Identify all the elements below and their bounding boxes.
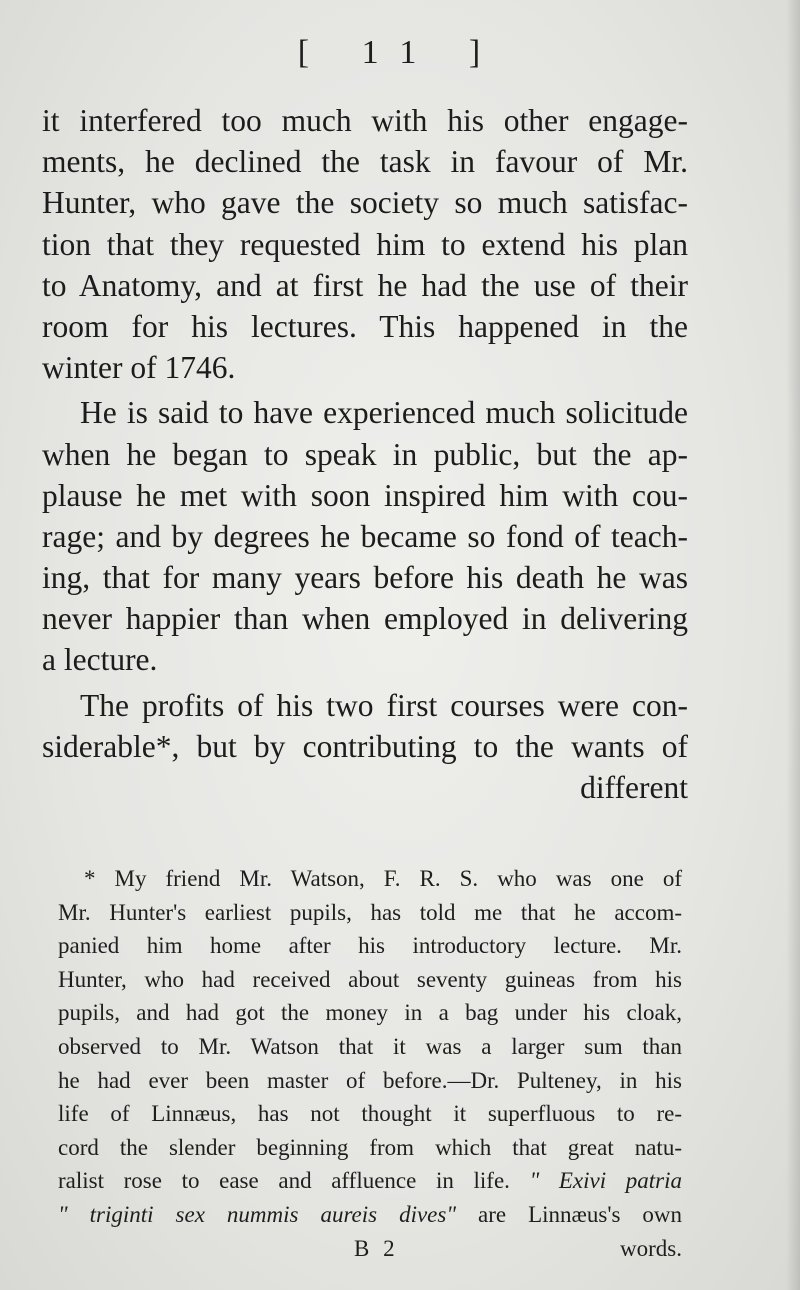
latin-quote: " triginti sex nummis aureis dives" [58, 1201, 457, 1227]
text-line: winter of 1746. [42, 350, 236, 386]
footnote-block [58, 862, 682, 1232]
main-text-block [42, 100, 688, 808]
footnote-line: observed to Mr. Watson that it was a larger sum than [58, 1033, 682, 1059]
footnote-line: Hunter, who had received about seventy guineas from his [58, 966, 682, 992]
text-line: plause he met with soon inspired him with cou- [42, 477, 688, 513]
footnote-line: cord the slender beginning from which that great natu- [58, 1134, 682, 1160]
signature-mark: B 2 [354, 1236, 399, 1261]
latin-quote: " Exivi patria [529, 1168, 683, 1194]
text-line: it interfered too much with his other engage- [42, 103, 688, 138]
text-line: to Anatomy, and at first he had the use of their [42, 267, 688, 303]
footnote-line [58, 1164, 682, 1198]
text-line: He is said to have experienced much solicitude [80, 395, 688, 431]
footnote-text: ralist rose to ease and affluence in life. [58, 1168, 510, 1194]
text-line: ing, that for many years before his death he was [42, 560, 688, 596]
footnote-text: are Linnæus's own [478, 1201, 683, 1227]
text-line: siderable*, but by contributing to the wants of [42, 728, 688, 764]
footnote-line: panied him home after his introductory lecture. Mr. [58, 933, 682, 959]
text-line: ments, he declined the task in favour of Mr. [42, 144, 688, 180]
catchword-line: different [580, 770, 688, 805]
footnote-line: Mr. Hunter's earliest pupils, has told me that he accom- [58, 899, 682, 925]
footnote-line: * My friend Mr. Watson, F. R. S. who was one of [84, 866, 682, 891]
footnote-catchword: words. [620, 1236, 682, 1261]
text-line: Hunter, who gave the society so much satisfac- [42, 185, 688, 221]
text-line: a lecture. [42, 642, 158, 678]
footnote-line: life of Linnæus, has not thought it superfluous to re- [58, 1101, 682, 1127]
text-line: rage; and by degrees he became so fond of teach- [42, 518, 688, 554]
page-edge-shadow [786, 0, 800, 1290]
footnote-line: he had ever been master of before.—Dr. Pulteney, in his [58, 1067, 682, 1093]
text-line: tion that they requested him to extend his plan [42, 226, 688, 262]
text-line: when he began to speak in public, but the ap- [42, 436, 688, 472]
text-line: room for his lectures. This happened in the [42, 308, 688, 344]
footnote-line: pupils, and had got the money in a bag under his cloak, [58, 1000, 682, 1026]
text-line: never happier than when employed in delivering [42, 601, 688, 637]
text-line: The profits of his two first courses were con- [80, 687, 688, 723]
page-number: [ 11 ] [297, 34, 503, 71]
footnote-line [58, 1198, 682, 1232]
